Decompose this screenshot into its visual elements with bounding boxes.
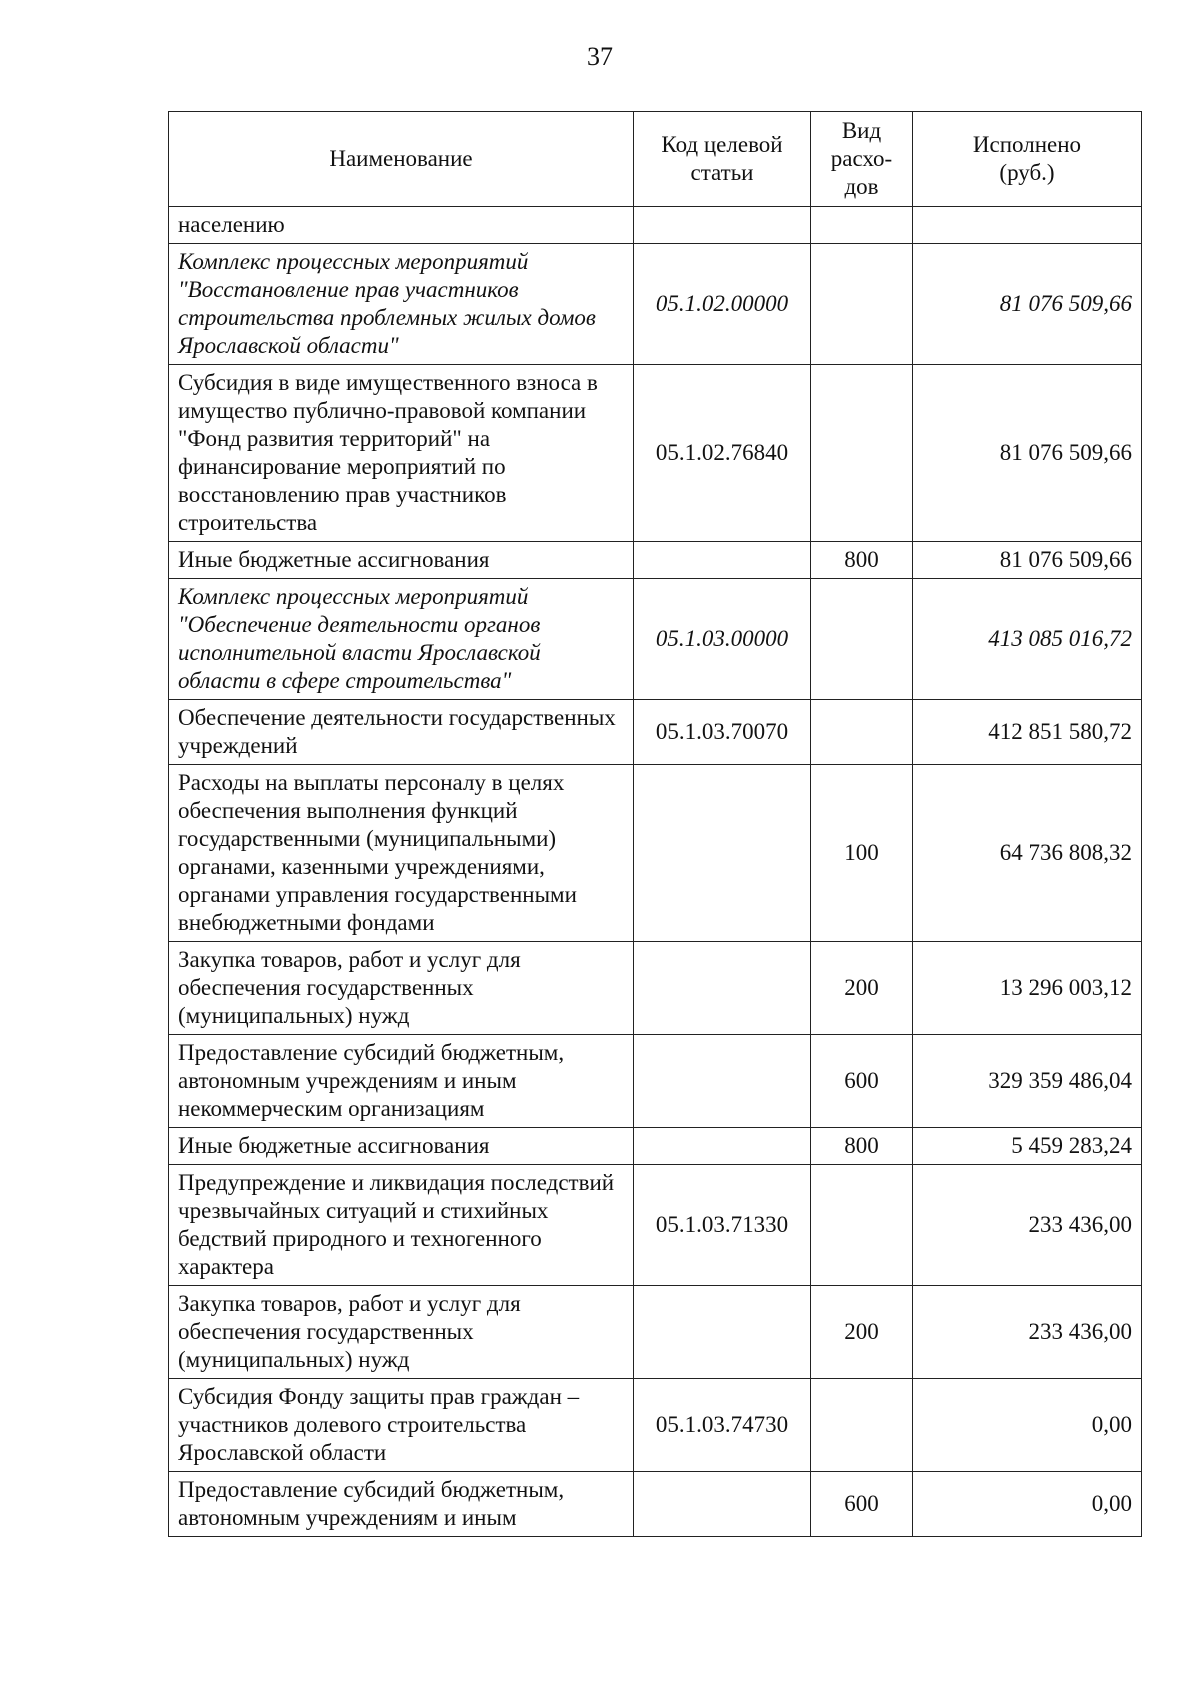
header-kind-line: расхо- bbox=[830, 146, 893, 171]
row-code bbox=[634, 1472, 811, 1537]
row-code bbox=[634, 942, 811, 1035]
header-code bbox=[634, 112, 811, 207]
header-kind bbox=[811, 112, 913, 207]
row-kind: 100 bbox=[811, 765, 913, 942]
row-name: населению bbox=[169, 207, 634, 244]
table-row bbox=[169, 942, 1142, 1035]
row-code bbox=[634, 1035, 811, 1128]
row-sum: 329 359 486,04 bbox=[913, 1035, 1142, 1128]
row-kind bbox=[811, 1165, 913, 1286]
header-kind-line: дов bbox=[844, 174, 879, 199]
table-row bbox=[169, 1472, 1142, 1537]
row-kind bbox=[811, 244, 913, 365]
table-row bbox=[169, 365, 1142, 542]
row-sum: 5 459 283,24 bbox=[913, 1128, 1142, 1165]
table-row bbox=[169, 765, 1142, 942]
row-sum: 81 076 509,66 bbox=[913, 542, 1142, 579]
table-row bbox=[169, 1035, 1142, 1128]
header-name: Наименование bbox=[169, 112, 634, 207]
row-sum: 413 085 016,72 bbox=[913, 579, 1142, 700]
table-row bbox=[169, 700, 1142, 765]
row-kind: 200 bbox=[811, 1286, 913, 1379]
row-name: Субсидия Фонду защиты прав граждан – участников долевого строительства Ярославской области bbox=[169, 1379, 634, 1472]
table-row bbox=[169, 579, 1142, 700]
row-code bbox=[634, 542, 811, 579]
row-name: Обеспечение деятельности государственных учреждений bbox=[169, 700, 634, 765]
table-row bbox=[169, 244, 1142, 365]
row-kind bbox=[811, 365, 913, 542]
row-kind: 800 bbox=[811, 1128, 913, 1165]
row-code bbox=[634, 207, 811, 244]
row-code: 05.1.03.00000 bbox=[634, 579, 811, 700]
row-name: Предоставление субсидий бюджетным, автономным учреждениям и иным некоммерческим организациям bbox=[169, 1035, 634, 1128]
row-sum: 0,00 bbox=[913, 1379, 1142, 1472]
row-kind: 800 bbox=[811, 542, 913, 579]
row-code: 05.1.03.70070 bbox=[634, 700, 811, 765]
row-kind bbox=[811, 579, 913, 700]
budget-table bbox=[168, 111, 1142, 1537]
row-sum: 412 851 580,72 bbox=[913, 700, 1142, 765]
row-name: Закупка товаров, работ и услуг для обеспечения государственных (муниципальных) нужд bbox=[169, 942, 634, 1035]
row-code: 05.1.03.74730 bbox=[634, 1379, 811, 1472]
row-code bbox=[634, 765, 811, 942]
row-name: Предоставление субсидий бюджетным, автономным учреждениям и иным bbox=[169, 1472, 634, 1537]
table-header-row bbox=[169, 112, 1142, 207]
row-code bbox=[634, 1128, 811, 1165]
row-code: 05.1.03.71330 bbox=[634, 1165, 811, 1286]
header-sum-line: (руб.) bbox=[999, 160, 1055, 185]
row-name: Комплекс процессных мероприятий "Обеспечение деятельности органов исполнительной власти Ярославской области в сфере строительства" bbox=[169, 579, 634, 700]
table-row bbox=[169, 207, 1142, 244]
row-code bbox=[634, 1286, 811, 1379]
row-sum: 0,00 bbox=[913, 1472, 1142, 1537]
row-sum: 81 076 509,66 bbox=[913, 244, 1142, 365]
header-sum-line: Исполнено bbox=[972, 132, 1082, 157]
row-name: Закупка товаров, работ и услуг для обеспечения государственных (муниципальных) нужд bbox=[169, 1286, 634, 1379]
header-code-line: Код целевой bbox=[661, 132, 783, 157]
row-name: Иные бюджетные ассигнования bbox=[169, 1128, 634, 1165]
row-name: Расходы на выплаты персоналу в целях обеспечения выполнения функций государственными (муниципальными) органами, казенными учреждениями, органами управления государственными внебюджетными фондами bbox=[169, 765, 634, 942]
row-sum: 64 736 808,32 bbox=[913, 765, 1142, 942]
row-code: 05.1.02.76840 bbox=[634, 365, 811, 542]
row-name: Предупреждение и ликвидация последствий чрезвычайных ситуаций и стихийных бедствий природного и техногенного характера bbox=[169, 1165, 634, 1286]
row-kind: 600 bbox=[811, 1035, 913, 1128]
row-kind bbox=[811, 207, 913, 244]
table-row bbox=[169, 1379, 1142, 1472]
row-sum: 81 076 509,66 bbox=[913, 365, 1142, 542]
row-kind bbox=[811, 700, 913, 765]
table-row bbox=[169, 1286, 1142, 1379]
header-kind-line: Вид bbox=[841, 118, 882, 143]
row-sum bbox=[913, 207, 1142, 244]
table-row bbox=[169, 1165, 1142, 1286]
row-sum: 233 436,00 bbox=[913, 1286, 1142, 1379]
header-sum bbox=[913, 112, 1142, 207]
row-kind: 600 bbox=[811, 1472, 913, 1537]
row-sum: 233 436,00 bbox=[913, 1165, 1142, 1286]
row-name: Субсидия в виде имущественного взноса в имущество публично-правовой компании "Фонд развития территорий" на финансирование мероприятий по восстановлению прав участников строительства bbox=[169, 365, 634, 542]
row-kind: 200 bbox=[811, 942, 913, 1035]
row-sum: 13 296 003,12 bbox=[913, 942, 1142, 1035]
row-code: 05.1.02.00000 bbox=[634, 244, 811, 365]
row-kind bbox=[811, 1379, 913, 1472]
header-code-line: статьи bbox=[690, 160, 754, 185]
page-number: 37 bbox=[587, 42, 613, 71]
row-name: Комплекс процессных мероприятий "Восстановление прав участников строительства проблемных жилых домов Ярославской области" bbox=[169, 244, 634, 365]
table-row bbox=[169, 1128, 1142, 1165]
table-row bbox=[169, 542, 1142, 579]
row-name: Иные бюджетные ассигнования bbox=[169, 542, 634, 579]
